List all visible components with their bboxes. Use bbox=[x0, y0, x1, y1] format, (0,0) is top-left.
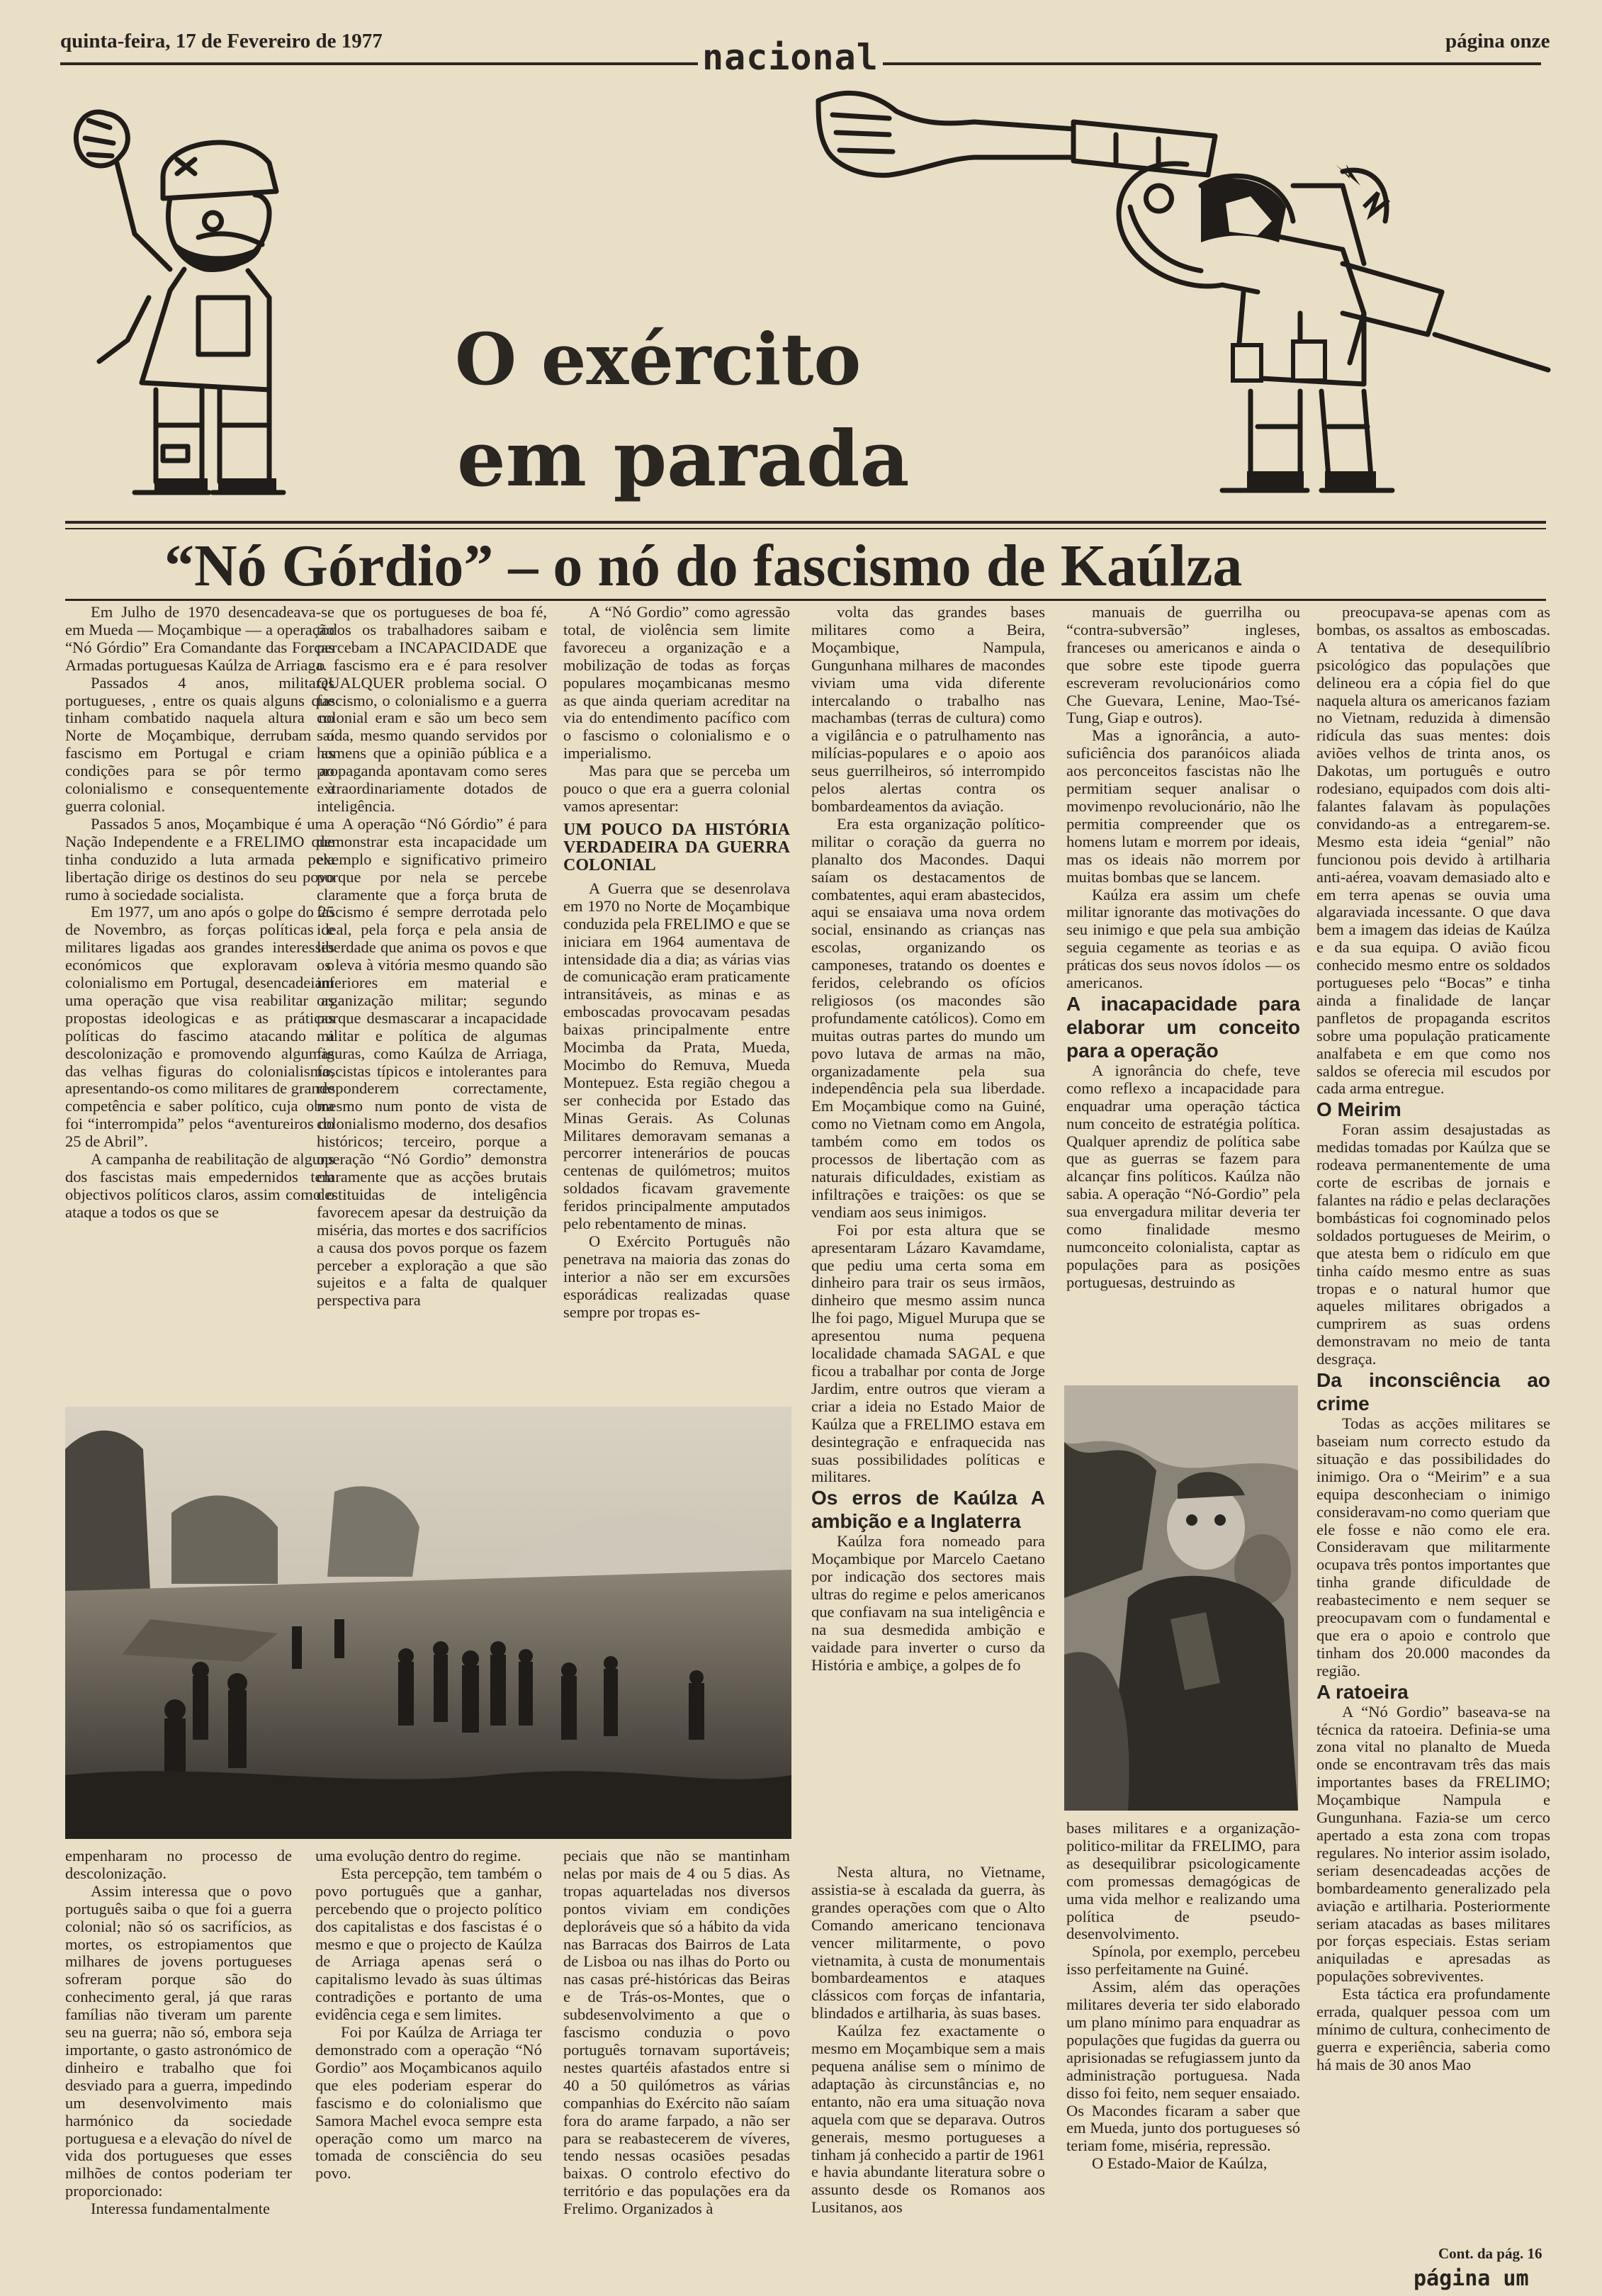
paragraph: Todas as acções militares se baseiam num correcto estudo da situação e das possibilidades do inimigo. Ora o “Meirim” e a sua equipa desconheciam o inimigo consideravam-no como queriam que ele fosse e não como ele era. Consideravam que militarmente ocupava três pontos importantes que tinha grande dificuldade de reabastecimento e nem sequer se preocupavam com o fundamental e que era o apoio e controlo que tinham dos 20.000 macondes da região. bbox=[1316, 1414, 1550, 1679]
paragraph: Spínola, por exemplo, percebeu isso perfeitamente na Guiné. bbox=[1066, 1942, 1300, 1979]
cartoon-soldier-left bbox=[57, 85, 347, 510]
footer-page-label: página um bbox=[1414, 2266, 1529, 2291]
paragraph: bases militares e a organização-politico-militar da FRELIMO, para as desequilibrar psicologicamente com promessas demagógicas de uma vida melhor e realizando uma política de pseudo-desenvolvimento. bbox=[1066, 1820, 1300, 1943]
header-date: quinta-feira, 17 de Fevereiro de 1977 bbox=[60, 30, 383, 52]
battlefield-photo bbox=[65, 1407, 791, 1839]
feature-title-line2: em parada bbox=[457, 415, 910, 504]
paragraph: Interessa fundamentalmente bbox=[91, 2200, 271, 2218]
paragraph: Kaúlza fora nomeado para Moçambique por Marcelo Caetano por indicação dos sectores mais ultras do regime e pelos americanos que confiavam na sua inteligência e na sua desmedida ambição e vaidade para inverter o curso da História e ambiçe, a golpes de fo bbox=[811, 1532, 1045, 1674]
subheading-errors: Os erros de Kaúlza A ambição e a Inglaterra bbox=[811, 1487, 1045, 1533]
article-column-6 bbox=[1316, 604, 1550, 2262]
paragraph: Passados 5 anos, Moçambique é uma Nação Independente e a FRELIMO que tinha conduzido a luta armada pela libertação dirige os destinos do seu povo rumo à sociedade socialista. bbox=[65, 814, 334, 904]
paragraph: A operação “Nó Górdio” é para demonstrar esta incapacidade um exemplo e significativo primeiro porque por nela se percebe claramente que a força bruta de fascismo é sempre derrotada pelo ideal, pela força e pela ansia de liberdade que anima os povos e que os leva à vitória mesmo quando são inferiores em material e organização militar; segundo porque desmascarar a incapacidade militar e política de algumas figuras, como Kaúlza de Arriaga, fascistas típicos e intolerantes para responderem correctamente, mesmo num ponto de vista de colonialismo moderno, dos desafios históricos; terceiro, porque a operação “Nó Gordio” demonstra claramente que as acções brutais destituidas de inteligência favorecem apesar da destruição da miséria, das mortes e dos sacrifícios a causa dos povos porque os fazem perceber a exploração a que são sujeitos e a falta de qualquer perspectiva para bbox=[317, 814, 547, 1310]
paragraph: Kaúlza era assim um chefe militar ignorante das motivações do seu inimigo e que pela sua ambição seguia cegamente as teorias e as práticas dos seus novos ídolos — os americanos. bbox=[1066, 885, 1300, 992]
article-column-5 bbox=[1066, 604, 1300, 1376]
paragraph: Esta percepção, tem também o povo português que a ganhar, percebendo que o projecto político dos capitalistas e dos fascistas é o mesmo e que o projecto de Kaúlza de Arriaga apenas será o capitalismo levado às suas últimas contradições e portanto de uma evidência cega e sem limites. bbox=[315, 1864, 542, 2024]
main-headline: “Nó Górdio” – o nó do fascismo de Kaúlza bbox=[164, 533, 1243, 599]
paragraph: Foi por esta altura que se apresentaram Lázaro Kavamdame, que pediu uma certa soma em dinheiro para trair os seus irmãos, dinheiro que mesmo assim nunca lhe foi pago, Miguel Murupa que se apresentou numa pequena localidade chamada SAGAL e que ficou a trabalhar por conta de Jorge Jardim, entre outros que vieram a criar a ideia no Estado Maior de Kaúlza que a FRELIMO estava em desintegração e enfraquecida nas suas possibilidades políticas e militares. bbox=[811, 1220, 1045, 1486]
paragraph: que os portugueses de boa fé, todos os trabalhadores saibam e percebam a INCAPACIDADE que o fascismo era e é para resolver QUALQUER problema social. O fascismo, o colonialismo e a guerra colonial eram e são um beco sem saída, mesmo quando servidos por homens que a opinião pública e a propaganda apontavam como seres extraordinariamente dotados de inteligência. bbox=[317, 604, 547, 815]
header-page-number: página onze bbox=[1445, 30, 1550, 52]
paragraph: Em 1977, um ano após o golpe do 25 de Novembro, as forças políticas e militares ligadas aos grandes interesses económicos que exploravam o colonialismo em Portugal, desencadeiam uma operação que visa reabilitar as propostas ideologicas e as práticas políticas do fascimo atacando a descolonização e promovendo algumas das velhas figuras do colonialismo, apresentando-os como militares de grande competência e saber político, cuja obra foi “interrompida” pelos “aventureiros do 25 de Abril”. bbox=[65, 903, 334, 1151]
headline-rule-bottom bbox=[65, 599, 1546, 601]
article-column-3 bbox=[563, 604, 790, 1390]
paragraph: volta das grandes bases militares como a Beira, Moçambique, Nampula, Gungunhana milhares de macondes viviam uma vida diferente intercalando o trabalho nas machambas (terras de cultura) como a vigilância e o patrulhamento nas milícias-populares e o apoio aos seus guerrilheiros, só interrompido pelos alertas contra os bombardeamentos da aviação. bbox=[811, 604, 1045, 815]
article-bottom-column-2 bbox=[315, 1847, 542, 2244]
paragraph: uma evolução dentro do regime. bbox=[315, 1847, 521, 1864]
article-column-1 bbox=[65, 604, 334, 1390]
paragraph: Era esta organização político-militar o coração da guerra no planalto dos Macondes. Daqui saíam os destacamentos de combatentes, aqui eram abastecidos, aqui se ensaiava uma nova ordem social, ensinando as crianças nas escolas, organizando os camponeses, tratando os doentes e feridos, celebrando os ofícios religiosos (os macondes são profundamente católicos). Como em muitas outras partes do mundo um povo lutava de armas na mão, organizadamente pela sua independência pela sua liberdade. Em Moçambique como na Guiné, como no Vietnam como em Angola, também como em todos os processos de libertação com as naturais dificuldades, existiam as infiltrações e traições: os que se vendiam aos seus inimigos. bbox=[811, 814, 1045, 1221]
paragraph: A “Nó Gordio” como agressão total, de violência sem limite favoreceu a organização e a mobilização de todas as forças populares moçambicanas mesmo as que ainda queriam acreditar na via do entendimento pacífico com o fascismo o colonialismo e o imperialismo. bbox=[563, 604, 790, 762]
paragraph: Nesta altura, no Vietname, assistia-se à escalada da guerra, às grandes operações com que o Alto Comando americano tencionava vencer militarmente, o povo vietnamita, à custa de monumentais bombardeamentos e ataques clássicos com forças de infantaria, blindados e artilharia, às suas bases. bbox=[811, 1864, 1045, 2022]
paragraph: Kaúlza fez exactamente o mesmo em Moçambique sem a mais pequena análise sem o mínimo de adaptação às circunstâncias e, no entanto, não era uma situação nova aquela com que se deparava. Outros generais, mesmo portugueses a tinham já conhecido a partir de 1961 e havia abundante literatura sobre o assunto desde os Romanos aos Lusitanos, aos bbox=[811, 2022, 1045, 2217]
soldiers-photo bbox=[1064, 1385, 1298, 1811]
feature-title-line1: O exército bbox=[455, 317, 862, 401]
paragraph: peciais que não se mantinham nelas por mais de 4 ou 5 dias. As tropas aquarteladas nos diversos pontos viviam em condições deploráveis que só a hábito da vida nas Barracas dos Bairros de Lata de Lisboa ou nas ilhas do Porto ou nas casas pré-históricas das Beiras e de Trás-os-Montes, que o subdesenvolvimento a que o fascismo conduzia o povo português tornavam suportáveis; nestes quartéis afastados entre si 40 a 50 quilómetros as várias companhias do Exército não saíam fora do arame farpado, a não ser para se reabastecerem de víveres, tendo nessas ocasiões pesadas baixas. O controlo efectivo do território e das populações era da Frelimo. Organizados à bbox=[563, 1847, 790, 2218]
paragraph: Passados 4 anos, militares portugueses, , entre os quais alguns que tinham combatido naquela altura no Norte de Moçambique, derrubam o fascismo em Portugal e criam as condições para se pôr termo ao colonialismo e consequentemente à guerra colonial. bbox=[65, 673, 334, 815]
article-column-4 bbox=[811, 604, 1045, 1851]
article-bottom-column-5 bbox=[1066, 1820, 1300, 2245]
article-bottom-column-1 bbox=[65, 1847, 292, 2244]
subheading-incapacity: A inacapacidade para elaborar um conceito para a operação bbox=[1066, 992, 1300, 1062]
paragraph: O Estado-Maior de Kaúlza, bbox=[1092, 2154, 1268, 2173]
paragraph: A campanha de reabilitação de alguns dos fascistas mais empedernidos tem objectivos políticos claros, assim como o ataque a todos os que se bbox=[65, 1150, 334, 1221]
paragraph: A Guerra que se desenrolava em 1970 no Norte de Moçambique conduzida pela FRELIMO e que se iniciara em 1964 aumentava de intensidade dia a dia; as várias vias de comunicação eram praticamente intransitáveis, as minas e as emboscadas provocavam pesadas baixas principalmente entre Mocimba da Prata, Mueda, Mocimbo do Remuva, Mueda Montepuez. Esta região chegou a ser conhecida por Estado das Minas Gerais. As Colunas Militares demoravam semanas a percorrer intenerários de poucas centenas de quilómetros; muitos soldados ficavam gravemente feridos principalmente amputados pelo rebentamento de minas. bbox=[563, 879, 790, 1233]
paragraph: Em Julho de 1970 desencadeava-se em Mueda — Moçambique — a operação “Nó Górdio” Era Comandante das Forças Armadas portuguesas Kaúlza de Arriaga. bbox=[65, 604, 334, 674]
paragraph: empenharam no processo de descolonização. bbox=[65, 1847, 292, 1882]
subheading-crime: Da inconsciência ao crime bbox=[1316, 1369, 1550, 1415]
paragraph: A “Nó Gordio” baseava-se na técnica da ratoeira. Definia-se uma zona vital no planalto de Mueda onde se encontravam três das mais importantes bases da FRELIMO; Moçambique Nampula e Gungunhana. Fazia-se um cerco apertado a esta zona com tropas regulares. No interior assim isolado, seriam desencadeadas acções de bombardeamento generalizado pela aviação e artilharia. Posteriormente seriam atacadas as bases militares por forças especiais. Estas seriam aniquiladas e apresadas as populações sobreviventes. bbox=[1316, 1702, 1550, 1986]
headline-rule-top-thin bbox=[65, 528, 1546, 529]
paragraph: A ignorância do chefe, teve como reflexo a incapacidade para enquadrar uma operação táctica num conceito de estratégia política. Qualquer aprendiz de política sabe que as guerras se fazem para alcançar fins políticos. Kaúlza não sabia. A operação “Nó-Gordio” pela sua envergadura militar deveria ter como finalidade mesmo numconceito colonialista, captar as populações para as posições portuguesas, destruindo as bbox=[1066, 1061, 1300, 1291]
paragraph: Mas a ignorância, a auto-suficiência dos paranóicos aliada aos perconceitos fascistas não lhe permitiam sequer analisar o movimenpo revolucionário, não lhe permitia compreender que os homens lutam e morrem por ideais, mas os ideais não morrem por muitas bombas que se lancem. bbox=[1066, 726, 1300, 886]
section-title: nacional bbox=[698, 37, 883, 78]
paragraph: O Exército Português não penetrava na maioria das zonas do interior a não ser em excursões esporádicas realizadas quase sempre por tropas es- bbox=[563, 1232, 790, 1321]
paragraph: manuais de guerrilha ou “contra-subversão” ingleses, franceses ou americanos e ainda o que sobre este tipode guerra escreveram revolucionários como Che Guevara, Lenine, Mao-Tsé-Tung, Giap e outros). bbox=[1066, 604, 1300, 727]
paragraph: preocupava-se apenas com as bombas, os assaltos as emboscadas. A tentativa de desequilíbrio psicológico das populações que delineou era a cópia fiel do que naquela altura os americanos faziam no Vietnam, reduzida à dimensão ridícula das suas mentes: dois aviões velhos de trinta anos, os Dakotas, um português e outro rodesiano, equipados com dois alti-falantes falavam às populações convidando-as a entregarem-se. Mesmo esta ideia “genial” não funcionou pois devido à artilharia anti-aérea, voavam demasiado alto e em terra apenas se ouvia uma algaraviada incessante. O que dava bem a imagem das ideias de Kaúlza e da sua equipa. O avião ficou conhecido mesmo entre os soldados portugueses pelo “Bocas” e tinha ainda a finalidade de lançar panfletos de propaganda escritos sobre uma população praticamente analfabeta e em que como nos saldos se oferecia mil escudos por cada arma entregue. bbox=[1316, 604, 1550, 1098]
paragraph: Assim interessa que o povo português saiba o que foi a guerra colonial; não só os sacrifícios, as mortes, os estropiamentos que milhares de jovens portugueses sofreram porque são do conhecimento geral, já que raras famílias não tiveram um parente seu na guerra; não só, embora seja importante, o gasto astronómico de dinheiro e trabalho que foi desviado para a guerra, impedindo um desenvolvimento mais harmónico da sociedade portuguesa e a elevação do nível de vida dos portugueses que esses milhões de contos poderiam ter proporcionado: bbox=[65, 1881, 292, 2200]
subheading-ratoeira: A ratoeira bbox=[1316, 1680, 1409, 1703]
paragraph: Esta táctica era profundamente errada, qualquer pessoa com um mínimo de cultura, conhecimento de guerra e experiência, saberia como há mais de 30 anos Mao bbox=[1316, 1985, 1550, 2073]
article-bottom-column-4 bbox=[811, 1864, 1045, 2246]
subheading-history: UM POUCO DA HISTÓRIA VERDADEIRA DA GUERRA COLONIAL bbox=[563, 820, 790, 874]
paragraph: Mas para que se perceba um pouco o que era a guerra colonial vamos apresentar: bbox=[563, 762, 790, 815]
continued-note: Cont. da pág. 16 bbox=[1438, 2245, 1542, 2262]
paragraph: Foi por Kaúlza de Arriaga ter demonstrado com a operação “Nó Gordio” aos Moçambicanos aquilo que eles poderiam esperar do fascismo e do colonialismo que Samora Machel evoca sempre esta operação como um marco na tomada de consciência do seu povo. bbox=[315, 2023, 542, 2183]
article-bottom-column-3 bbox=[563, 1847, 790, 2244]
cartoon-soldier-right bbox=[804, 79, 1555, 512]
headline-rule-top bbox=[65, 521, 1546, 524]
subheading-meirim: O Meirim bbox=[1316, 1098, 1401, 1121]
paragraph: Foran assim desajustadas as medidas tomadas por Kaúlza que se rodeava permanentemente de uma corte de escribas de jornais e falantes na rádio e pelas declarações bombásticas foi cognominado pelos soldados portugueses de Meirim, o que atesta bem o ridículo em que tinha caído mesmo entre as suas tropas e o natural humor que aqueles militares obrigados a cumprirem as suas ordens demonstravam no meio de tanta desgraça. bbox=[1316, 1120, 1550, 1368]
paragraph: Assim, além das operações militares deveria ter sido elaborado um plano mínimo para enquadrar as populações que fugidas da guerra ou aprisionadas se refugiassem junto da administração portuguesa. Nada disso foi feito, nem sequer ensaiado. Os Macondes ficaram a saber que em Mueda, junto dos portugueses só teriam fome, miséria, repressão. bbox=[1066, 1978, 1300, 2155]
article-column-2 bbox=[317, 604, 547, 1390]
